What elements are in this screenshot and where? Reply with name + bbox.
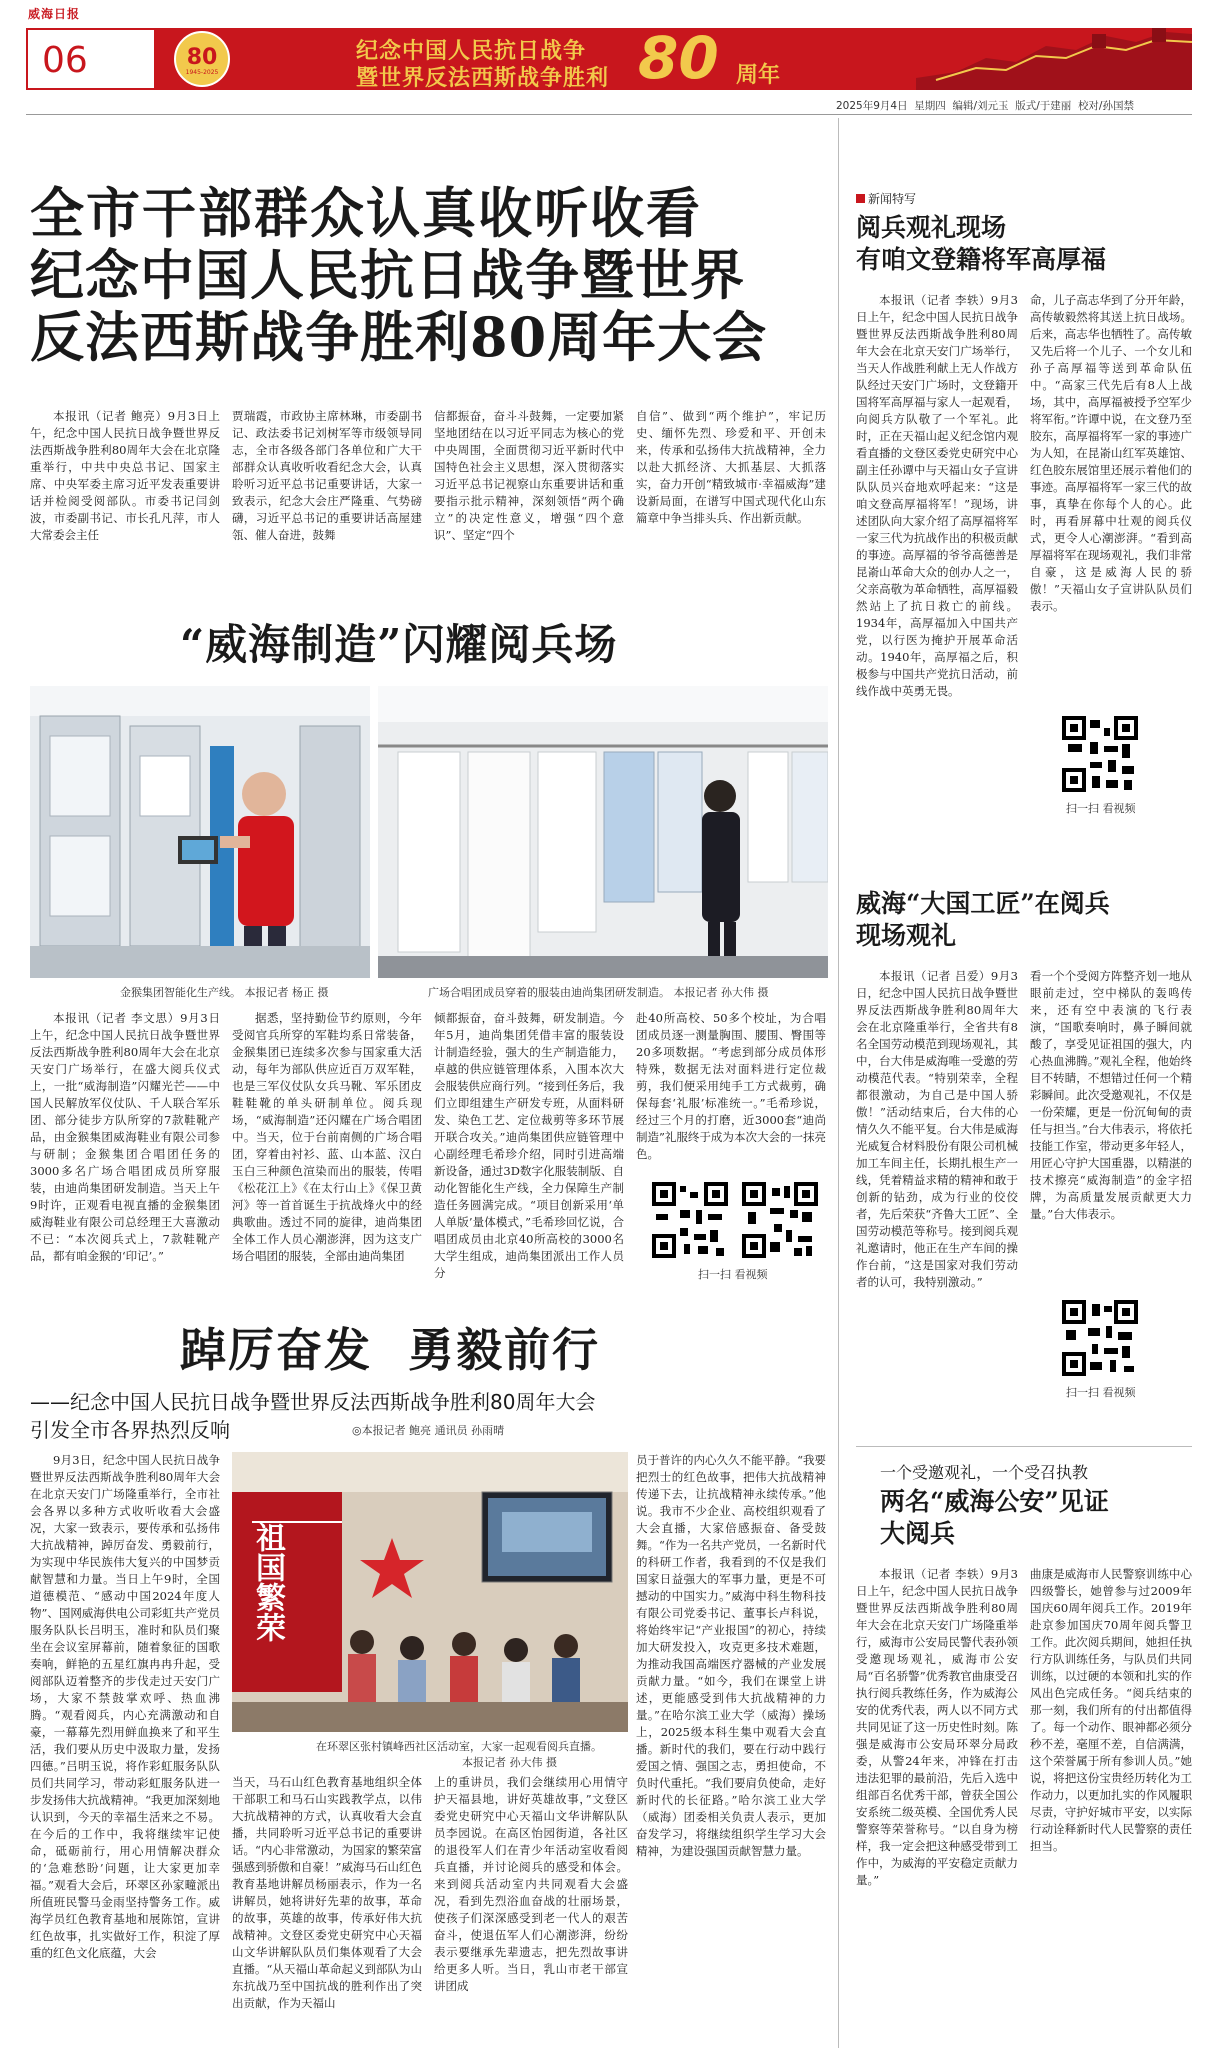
- lead-col-1: 本报讯（记者 鲍亮）9月3日上午，纪念中国人民抗日战争暨世界反法西斯战争胜利80周年大会在北京隆重举行，中共中央总书记、国家主席、中央军委主席习近平发表重要讲话并检阅受阅部队。市委书记闫剑波，市委副书记、市长孔凡萍，市人大常委会主任: [30, 409, 220, 542]
- qr-code-icon[interactable]: [740, 1180, 820, 1260]
- banner-title-line2: 暨世界反法西斯战争胜利: [356, 66, 610, 90]
- lead-col-3: 信都振奋，奋斗斗鼓舞，一定要加紧坚地团结在以习近平同志为核心的党中央周围，全面贯彻习近平新时代中国特色社会主义思想，深入贯彻落实习近平总书记视察山东重要讲话和重要指示批示精神，深刻领悟“两个确立”的决定性意义，增强“四个意识”、坚定“四个: [434, 409, 624, 542]
- dateline: [836, 98, 1134, 113]
- lead-col-4: 自信”、做到“两个维护”，牢记历史、缅怀先烈、珍爱和平、开创未来，传承和弘扬伟大抗战精神，全力以赴大抓经济、大抓基层、大抓落实，奋力开创“精致城市·幸福威海”建设新局面，在谱写中国式现代化山东篇章中争当排头兵、作出新贡献。: [636, 409, 826, 525]
- dateline-weekday: 星期四: [914, 100, 946, 112]
- feature-col-4: 员于普许的内心久久不能平静。“我要把烈士的红色故事，把伟大抗战精神传递下去，让抗战精神永续传承。”他说。我市不少企业、高校组织观看了大会直播，大家倍感振奋、备受鼓舞。“作为一名共产党员，一名新时代的科研工作者，我看到的不仅是我们国家日益强大的军事力量，更是不可撼动的中国实力。”威海中科生物科技有限公司党委书记、董事长卢科说，将始终牢记“产业报国”的初心，持续加大研发投入，攻克更多技术难题，为推动我国高端医疗器械的产业发展贡献力量。“如今，我们在课堂上讲述，更能感受到伟大抗战精神的力量。”在哈尔滨工业大学（威海）操场上，2025级本科生集中观看大会直播。新时代的我们，要在行动中践行爱国之情、强国之志，勇担使命，不负时代重托。“我们要肩负使命，走好新时代的长征路。”哈尔滨工业大学（威海）团委相关负责人表示，更加奋发学习，将继续组织学生学习大会精神，为建设强国贡献智慧力量。: [636, 1453, 826, 1858]
- lead-headline-line1: 全市干部群众认真收听收看: [30, 181, 702, 245]
- sidebar-story3-kicker: 一个受邀观礼，一个受召执教: [880, 1463, 1089, 1482]
- sidebar-story1-col1: 本报讯（记者 李轶）9月3日上午，纪念中国人民抗日战争暨世界反法西斯战争胜利80周年大会在北京天安门广场举行，当天人作战胜利献上无人作战方队经过天安门广场时，文登籍开国将军高厚福与家人一起观看，向阅兵方队敬了一个军礼。此时，正在天福山起义纪念馆内观看直播的文登区委党史研究中心副主任孙谭中与天福山女子宣讲队队员兴奋地欢呼起来：“这是咱文登高厚福将军！”现场，讲述团队向大家介绍了高厚福将军一家三代为抗战作出的积极贡献的事迹。高厚福的爷爷高德善是昆嵛山革命大众的创办人之一，父亲高敬为革命牺牲，高厚福毅然站上了抗日救亡的前线。1934年，高厚福加入中国共产党，以行医为掩护开展革命活动。1940年，高厚福之后，积极参与中国共产党抗日活动，前线作战中英勇无畏。: [856, 293, 1018, 698]
- story2-headline-line2: 现场观礼: [856, 921, 957, 950]
- sidebar-story2-col1: 本报讯（记者 吕爱）9月3日，纪念中国人民抗日战争暨世界反法西斯战争胜利80周年大会在北京隆重举行，全省共有8名全国劳动模范到现场观礼，其中，台大伟是威海唯一受邀的劳动模范代表。“特别荣幸，全程都很激动，为自己是中国人骄傲！”活动结束后，台大伟的心情久久不能平复。台大伟是威海光威复合材料股份有限公司机械加工车间主任，长期扎根生产一线，凭着精益求精的精神和敢于创新的钻劲，成为行业的佼佼者，先后荣获“齐鲁大工匠”、全国劳动模范等称号。接到阅兵观礼邀请时，他正在生产车间的操作台前，“这是国家对我们劳动者的认可，我特别激动。”: [856, 969, 1018, 1289]
- manufacturing-col-2: 据悉，坚持勤俭节约原则，今年受阅官兵所穿的军鞋均系日常装备，金猴集团已连续多次参与国家重大活动，每年为部队供应近百万双军鞋，也是三军仪仗队女兵马靴、军乐团皮鞋鞋靴的单头研制单位。阅兵现场，“威海制造”还闪耀在广场合唱团中。当天，位于台前南侧的广场合唱团，穿着由衬衫、蓝、山本蓝、汉白玉白三种颜色渲染而出的服装，传唱《松花江上》《在太行山上》《保卫黄河》等一首首诞生于抗战烽火中的经典歌曲。透过不同的旋律，迪尚集团全体工作人员心潮澎湃，因为这支广场合唱团的服装，全部由迪尚集团: [232, 1011, 422, 1263]
- feature-subhead-line1: ——纪念中国人民抗日战争暨世界反法西斯战争胜利80周年大会: [30, 1390, 596, 1414]
- manufacturing-col-1: 本报讯（记者 李文思）9月3日上午，纪念中国人民抗日战争暨世界反法西斯战争胜利80周年大会在北京天安门广场举行，在盛大阅兵仪式上，一批“威海制造”闪耀光芒——中国人民解放军仪仗队、千人联合军乐团、部分徒步方队所穿的7款鞋靴产品，由金猴集团威海鞋业有限公司参与研制；金猴集团合唱团任务的3000多名广场合唱团成员所穿服装，由迪尚集团研发制造。当天上午9时许，正观看电视直播的金猴集团威海鞋业有限公司总经理王大喜激动不已：“本次阅兵式上，7款鞋靴产品，都有咱金猴的‘印记’。”: [30, 1011, 220, 1263]
- manufacturing-qr-caption: 扫一扫 看视频: [698, 1268, 768, 1281]
- feature-photo-credit: 本报记者 孙大伟 摄: [462, 1756, 557, 1769]
- sidebar-story2-col2: 看一个个受阅方阵整齐划一地从眼前走过，空中梯队的轰鸣传来，还有空中表演的飞行表演，“国歌奏响时，鼻子瞬间就酸了，享受见证祖国的强大，内心热血沸腾。”观礼全程，他始终目不转睛，不想错过任何一个精彩瞬间。此次受邀观礼，不仅是一份荣耀，更是一份沉甸甸的责任与担当。”台大伟表示，将依托技能工作室，带动更多年轻人，用匠心守护大国重器，以精湛的技术擦亮“威海制造”的金字招牌，为高质量发展贡献更大力量。”台大伟表示。: [1030, 969, 1192, 1221]
- feature-subhead-line2: 引发全市各界热烈反响: [30, 1418, 230, 1442]
- story1-headline-line2: 有咱文登籍将军高厚福: [856, 245, 1107, 274]
- lead-headline-line2: 纪念中国人民抗日战争暨世界: [30, 243, 745, 307]
- banner-number: 80: [638, 28, 719, 90]
- dateline-date: 2025年9月4日: [836, 100, 908, 112]
- emblem: [174, 31, 230, 87]
- photo-calligraphy: 祖国繁荣: [250, 1522, 285, 1642]
- qr-code-icon[interactable]: [1060, 1298, 1140, 1378]
- photo-shoe-factory: [30, 686, 370, 978]
- story2-headline-line1: 威海“大国工匠”在阅兵: [856, 889, 1110, 918]
- sidebar-divider: [838, 118, 839, 2048]
- story2-qr-caption: 扫一扫 看视频: [1066, 1386, 1136, 1399]
- photo-garment-factory: [378, 686, 828, 978]
- photo-community-viewing: [232, 1452, 628, 1732]
- manufacturing-col-3: 倾都振奋，奋斗鼓舞，研发制造。今年5月，迪尚集团凭借丰富的服装设计制造经验，强大的生产制造能力，卓越的供应链管理体系，入围本次大会服装供应商行列。“接到任务后，我们立即组建生产研发专班，从面料研发、染色工艺、定位裁剪等多环节展开联合攻关。”迪尚集团供应链管理中心副经理毛希珍介绍，同时引进高端新设备，通过3D数字化服装制版、自动化智能化生产线，全力保障生产制造任务圆满完成。“项目创新采用‘单人单版’量体模式，”毛希珍回忆说，合唱团成员由北京40所高校的3000名大学生组成，迪尚集团派出工作人员分: [434, 1011, 624, 1280]
- feature-col-2: 当天，马石山红色教育基地组织全体干部职工和马石山实践教学点，以伟大抗战精神的方式，认真收看大会直播，共同聆听习近平总书记的重要讲话。“内心非常激动，为国家的繁荣富强感到骄傲和自豪！”威海马石山红色教育基地讲解员杨丽表示，作为一名讲解员，她将讲好先辈的故事，革命的故事，英雄的故事，传承好伟大抗战精神。文登区委党史研究中心天福山文华讲解队队员们集体观看了大会直播。“从天福山革命起义到部队为山东抗战乃至中国抗战的胜利作出了突出贡献，作为天福山: [232, 1775, 422, 2010]
- feature-byline: ◎本报记者 鲍亮 通讯员 孙雨晴: [352, 1424, 505, 1437]
- feature-photo-caption: 在环翠区张村镇峰西社区活动室，大家一起观看阅兵直播。: [316, 1740, 602, 1753]
- manufacturing-col-4: 赴40所高校、50多个校址，为合唱团成员逐一测量胸围、腰围、臀围等20多项数据。“考虑到部分成员体形特殊，数据无法对面料进行定位裁剪，我们便采用纯手工方式裁剪，确保每套‘礼服’标准统一。”毛希珍说，经过三个月的打磨，近3000套“迪尚制造”礼服终于成为本次大会的一抹亮色。: [636, 1011, 826, 1161]
- lead-col-2: 贾瑞霞，市政协主席林琳，市委副书记、政法委书记刘树军等市级领导同志，全市各级各部门各单位和广大干部群众认真收听收看纪念大会，认真聆听习近平总书记重要讲话，大家一致表示，纪念大会庄严隆重、气势磅礴，习近平总书记的重要讲话高屋建瓴、催人奋进，鼓舞: [232, 409, 422, 542]
- emblem-number: 80: [186, 45, 218, 70]
- banner-suffix: 周年: [736, 63, 781, 88]
- lead-headline-line3: 反法西斯战争胜利80周年大会: [30, 305, 768, 369]
- qr-code-icon[interactable]: [650, 1180, 730, 1260]
- sidebar-story3-col2: 曲康是威海市人民警察训练中心四级警长，她曾参与过2009年国庆60周年阅兵工作。2019年赴京参加国庆70周年阅兵警卫工作。此次阅兵期间，她担任执行方队训练任务，与队员们共同训练，以过硬的本领和扎实的作风出色完成任务。“阅兵结束的那一刻，我们所有的付出都值得了。每一个动作、眼神都必须分秒不差，毫厘不差，自信满满，这个荣誉属于所有参训人员。”她说，将把这份宝贵经历转化为工作动力，以更加扎实的作风履职尽责，守护好城市平安，以实际行动诠释新时代人民警察的责任担当。: [1030, 1567, 1192, 1853]
- photo2-caption: 广场合唱团成员穿着的服装由迪尚集团研发制造。 本报记者 孙大伟 摄: [428, 986, 769, 999]
- section-label-text: 新闻特写: [868, 192, 917, 206]
- dateline-proofreader: 校对/孙国禁: [1077, 100, 1134, 112]
- story3-headline-line2: 大阅兵: [880, 1519, 956, 1548]
- manufacturing-headline: “威海制造”闪耀阅兵场: [180, 620, 618, 669]
- sidebar-story3-headline: [880, 1486, 1192, 1550]
- feature-headline: 踔厉奋发 勇毅前行: [180, 1323, 601, 1377]
- sidebar-story3-rule: [856, 1446, 1192, 1447]
- banner-title-line1: 纪念中国人民抗日战争: [356, 39, 587, 64]
- paper-name: 威海日报: [28, 7, 81, 21]
- lead-headline: [30, 182, 850, 368]
- feature-col-1: 9月3日，纪念中国人民抗日战争暨世界反法西斯战争胜利80周年大会在北京天安门广场隆重举行，全市社会各界以多种方式收听收看大会盛况，大家一致表示，要传承和弘扬伟大抗战精神，踔厉奋发、勇毅前行，为实现中华民族伟大复兴的中国梦贡献智慧和力量。当日上午9时，全国道德模范、“感动中国2024年度人物”、国网威海供电公司彩虹共产党员服务队队长吕明玉，准时和队员们聚坐在会议室屏幕前，随着象征的国歌奏响，鲜艳的五星红旗冉冉升起，受阅部队迈着整齐的步伐走过天安门广场，大家不禁鼓掌欢呼、热血沸腾。“观看阅兵，内心充满激动和自豪，一幕幕先烈用鲜血换来了和平生活，我们要从历史中汲取力量，发扬四德。”吕明玉说，将作彩虹服务队队员们共同学习，带动彩虹服务队进一步发扬伟大抗战精神。“我更加深刻地认识到，今天的幸福生活来之不易。在今后的工作中，我将继续牢记使命，砥砺前行，用心用情解决群众的‘急难愁盼’问题，让大家更加幸福。”观看大会后，环翠区孙家疃派出所值班民警马金雨坚持警务工作。威海学员红色教育基地和展陈馆，宣讲红色故事，扎实做好工作，积淀了厚重的红色文化底蕴，大会: [30, 1453, 220, 1960]
- dateline-editor: 编辑/刘元玉: [952, 100, 1009, 112]
- story3-headline-line1: 两名“威海公安”见证: [880, 1487, 1109, 1516]
- page-number: 06: [26, 28, 156, 90]
- sidebar-section-label: [856, 190, 916, 207]
- dateline-designer: 版式/于建丽: [1015, 100, 1072, 112]
- banner: [26, 28, 1192, 90]
- feature-col-3: 上的重讲员，我们会继续用心用情守护天福县地，讲好英雄故事，”文登区委党史研究中心天福山文华讲解队队员李园说。在高区怡园街道，各社区的退役军人们在青少年活动室收看阅兵直播，并讨论阅兵的感受和体会。来到阅兵活动室内共同观看大会盛况，看到先烈浴血奋战的壮丽场景，使孩子们深深感受到老一代人的艰苦奋斗，使退伍军人们心潮澎湃，纷纷表示要继承先辈遗志，把先烈故事讲给更多人听。当日，乳山市老干部宣讲团成: [434, 1775, 628, 1993]
- header-rule: [26, 114, 1192, 115]
- great-wall-icon: [916, 28, 1192, 90]
- story1-qr-caption: 扫一扫 看视频: [1066, 802, 1136, 815]
- section-marker-icon: [856, 194, 865, 203]
- sidebar-story1-headline: [856, 212, 1192, 276]
- photo1-caption: 金猴集团智能化生产线。 本报记者 杨正 摄: [120, 986, 329, 999]
- sidebar-story2-headline: [856, 888, 1192, 952]
- qr-code-icon[interactable]: [1060, 714, 1140, 794]
- sidebar-story1-col2: 命，儿子高志华到了分开年龄，高传敏毅然将其送上抗日战场。后来，高志华也牺牲了。高传敏又先后将一个儿子、一个女儿和孙子高厚福等送到革命队伍中。“高家三代先后有8人上战场，其中，高厚福被授予空军少将军衔。”许谭中说，在文登乃至胶东，高厚福将军一家的事迹广为人知，在昆嵛山红军英雄馆、红色胶东展馆里还展示着他们的事迹。高厚福将军一家三代的故事，真挚在你每个人的心。此时，再看屏幕中壮观的阅兵仪式，更令人心潮澎湃。“看到高厚福将军在现场观礼，我们非常自豪，这是威海人民的骄傲！”天福山女子宣讲队队员们表示。: [1030, 293, 1192, 613]
- story1-headline-line1: 阅兵观礼现场: [856, 213, 1007, 242]
- emblem-text: 1945-2025: [185, 69, 219, 76]
- sidebar-story3-col1: 本报讯（记者 李轶）9月3日上午，纪念中国人民抗日战争暨世界反法西斯战争胜利80周年大会在北京天安门广场隆重举行，威海市公安局民警代表孙领受邀现场观礼，威海市公安局“百名骄警”优秀教官曲康受召执行阅兵教练任务，作为威海公安的优秀代表，两人以不同方式共同见证了这一历史性时刻。陈强是威海市公安局环翠分局政委，从警24年来，冲锋在打击违法犯罪的最前沿，先后入选中组部百名优秀干部，曾获全国公安系统二级英模、全国优秀人民警察等荣誉称号。“以自身为榜样，我一定会把这种感受带到工作中，为威海的平安稳定贡献力量。”: [856, 1567, 1018, 1887]
